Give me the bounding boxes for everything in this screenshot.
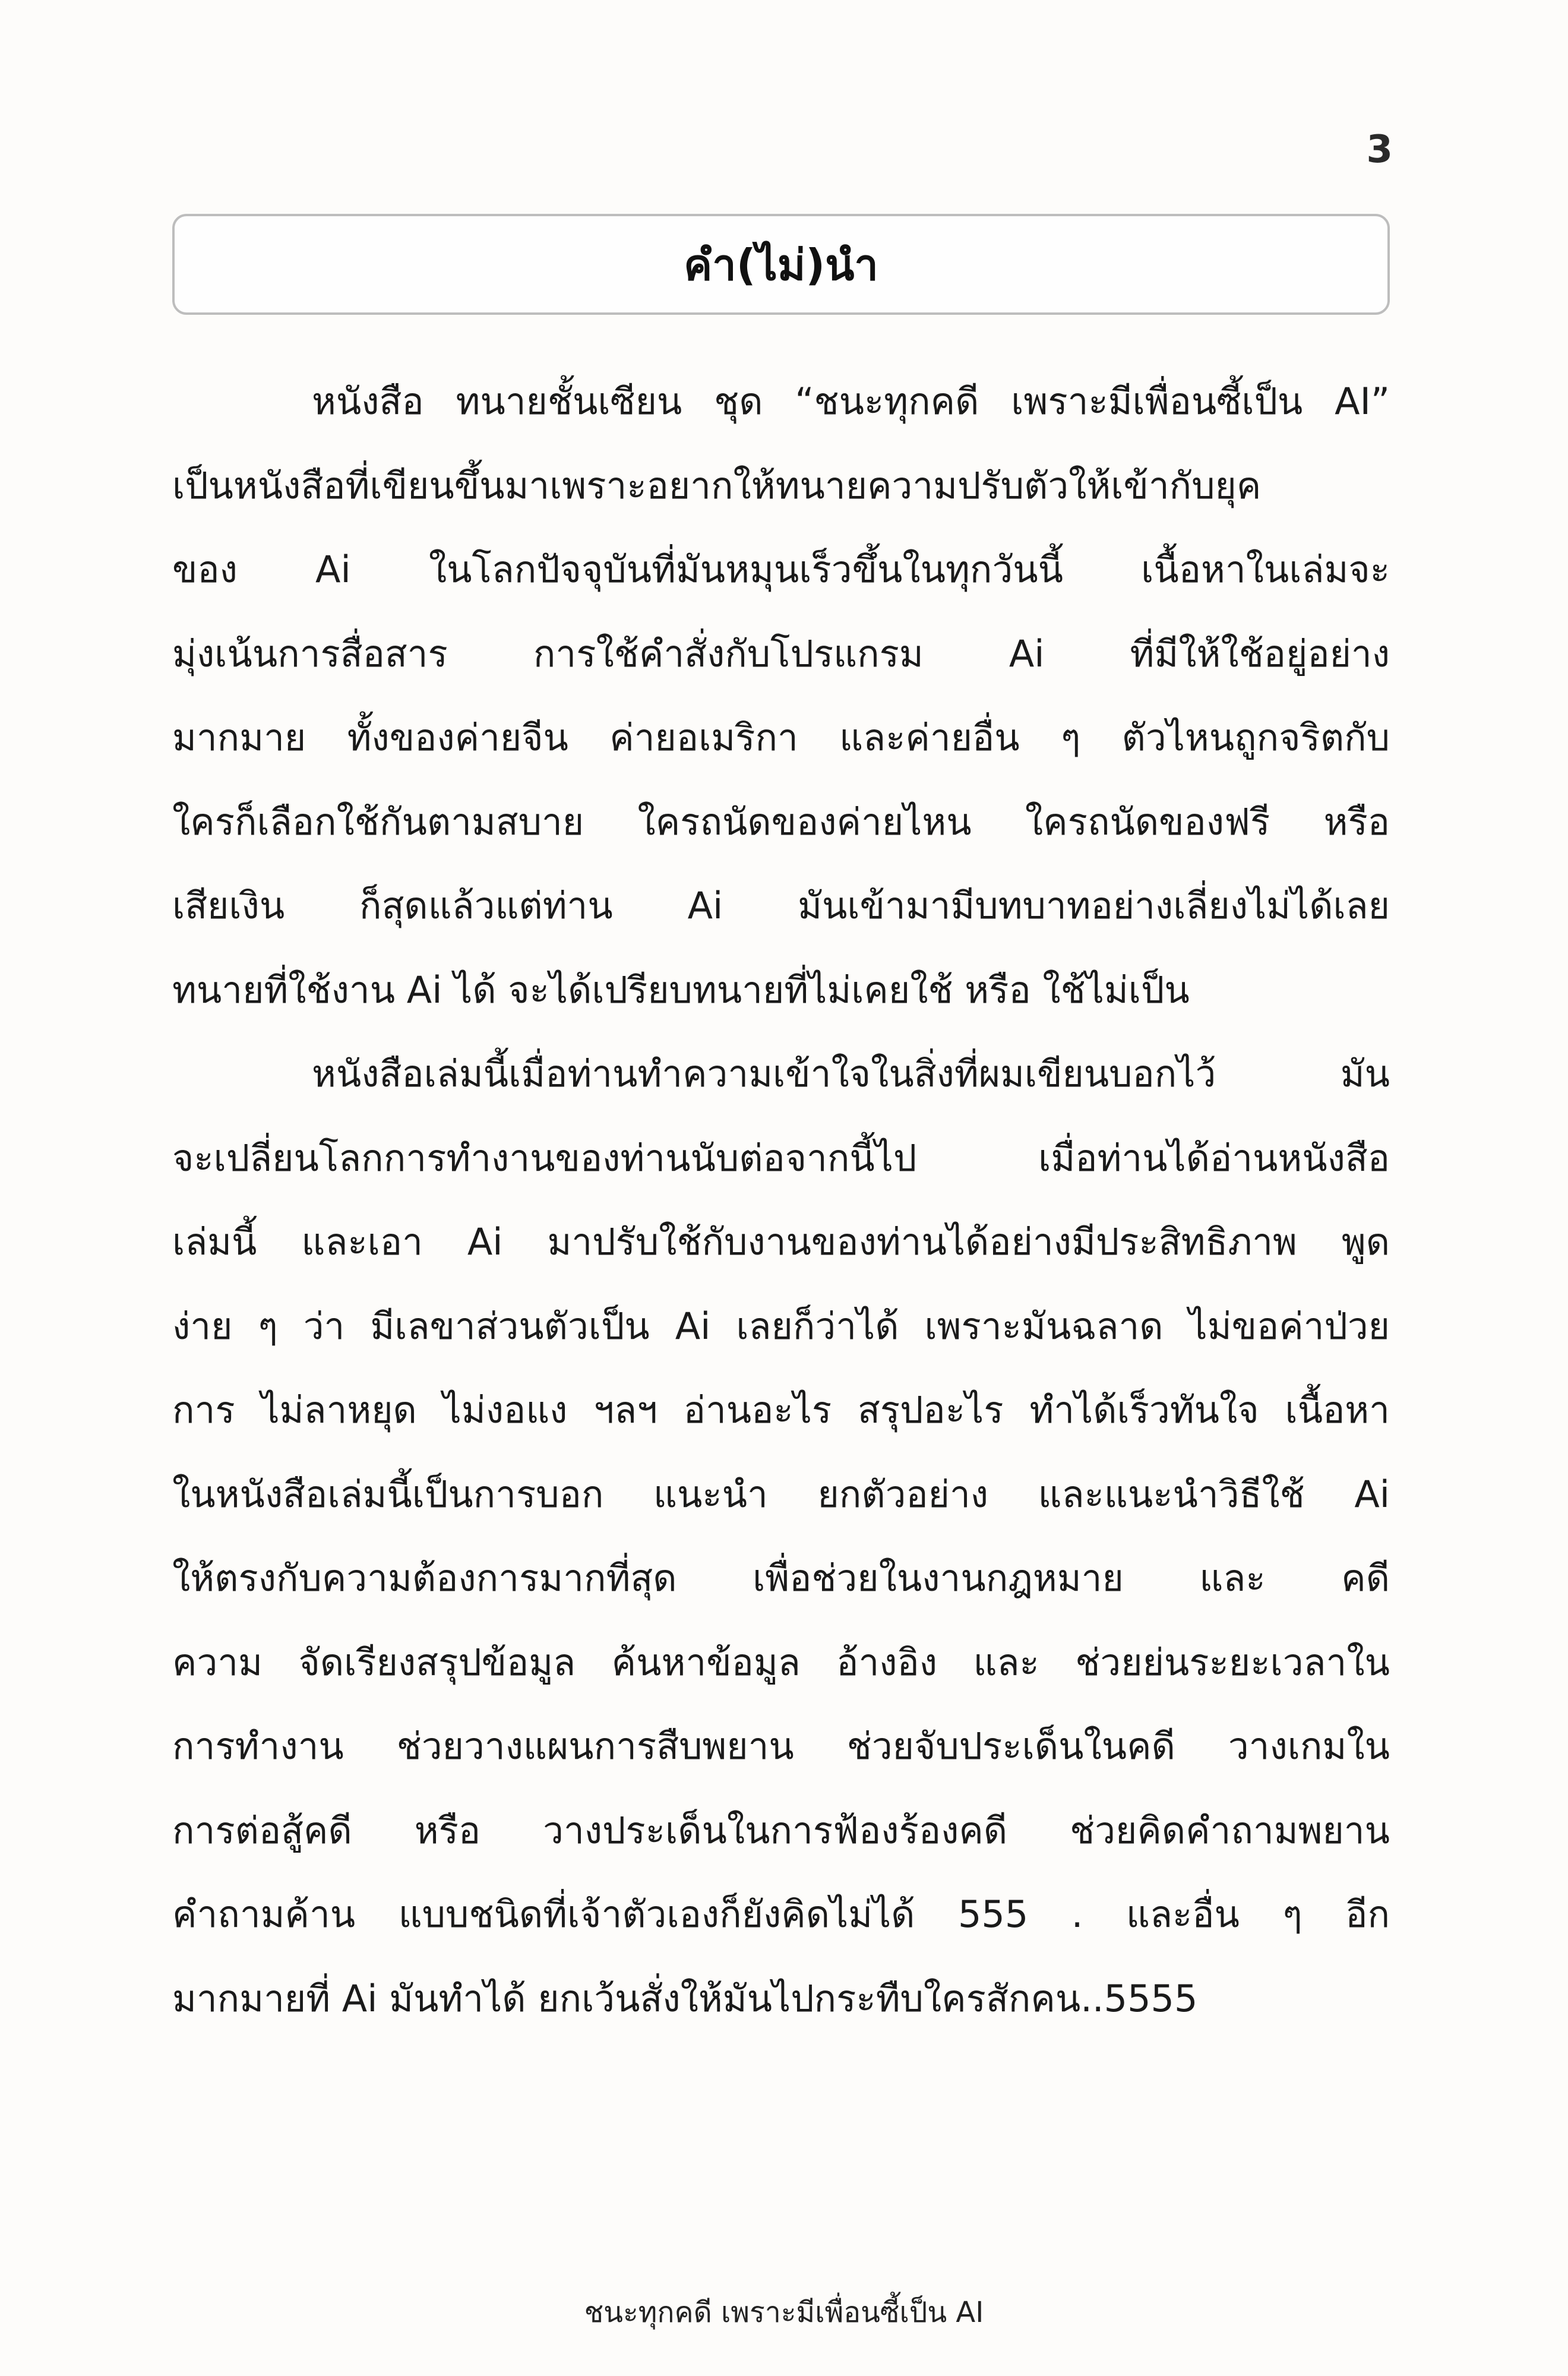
body-text — [172, 359, 1390, 2040]
paragraph-1-line-7: เสียเงิน ก็สุดแล้วแต่ท่าน Ai มันเข้ามามีบทบาทอย่างเลี่ยงไม่ได้เลย — [172, 884, 1390, 927]
paragraph-1-line-8: ทนายที่ใช้งาน Ai ได้ จะได้เปรียบทนายที่ไม่เคยใช้ หรือ ใช้ไม่เป็น — [172, 968, 1190, 1012]
paragraph-2-line-11: คำถามค้าน แบบชนิดที่เจ้าตัวเองก็ยังคิดไม่ได้ 555 . และอื่น ๆ อีก — [172, 1892, 1390, 1936]
paragraph-1-line-6: ใครก็เลือกใช้กันตามสบาย ใครถนัดของค่ายไหน ใครถนัดของฟรี หรือ — [172, 800, 1390, 843]
paragraph-2-line-2: จะเปลี่ยนโลกการทำงานของท่านนับต่อจากนี้ไป เมื่อท่านได้อ่านหนังสือ — [172, 1136, 1390, 1180]
paragraph-2-line-9: การทำงาน ช่วยวางแผนการสืบพยาน ช่วยจับประเด็นในคดี วางเกมใน — [172, 1724, 1390, 1768]
paragraph-2-line-12: มากมายที่ Ai มันทำได้ ยกเว้นสั่งให้มันไปกระทืบใครสักคน..5555 — [172, 1976, 1198, 2020]
chapter-title-box — [172, 214, 1390, 315]
paragraph-2-line-6: ในหนังสือเล่มนี้เป็นการบอก แนะนำ ยกตัวอย่าง และแนะนำวิธีใช้ Ai — [172, 1472, 1390, 1516]
paragraph-2-line-8: ความ จัดเรียงสรุปข้อมูล ค้นหาข้อมูล อ้างอิง และ ช่วยย่นระยะเวลาใน — [172, 1640, 1390, 1684]
paragraph-1-line-5: มากมาย ทั้งของค่ายจีน ค่ายอเมริกา และค่ายอื่น ๆ ตัวไหนถูกจริตกับ — [172, 716, 1390, 759]
paragraph-1-line-1: หนังสือ ทนายชั้นเซียน ชุด “ชนะทุกคดี เพราะมีเพื่อนซี้เป็น AI” — [312, 380, 1390, 423]
paragraph-2-line-1: หนังสือเล่มนี้เมื่อท่านทำความเข้าใจในสิ่งที่ผมเขียนบอกไว้ มัน — [312, 1052, 1390, 1095]
paragraph-2-line-10: การต่อสู้คดี หรือ วางประเด็นในการฟ้องร้องคดี ช่วยคิดคำถามพยาน — [172, 1808, 1390, 1852]
paragraph-1-line-3: ของ Ai ในโลกปัจจุบันที่มันหมุนเร็วขึ้นในทุกวันนี้ เนื้อหาในเล่มจะ — [172, 548, 1390, 591]
paragraph-2-line-5: การ ไม่ลาหยุด ไม่งอแง ฯลฯ อ่านอะไร สรุปอะไร ทำได้เร็วทันใจ เนื้อหา — [172, 1388, 1390, 1432]
paragraph-1-line-4: มุ่งเน้นการสื่อสาร การใช้คำสั่งกับโปรแกรม Ai ที่มีให้ใช้อยู่อย่าง — [172, 631, 1390, 675]
running-footer: ชนะทุกคดี เพราะมีเพื่อนซี้เป็น AI — [584, 2296, 984, 2329]
chapter-title: คำ(ไม่)นำ — [684, 239, 878, 290]
paragraph-2-line-7: ให้ตรงกับความต้องการมากที่สุด เพื่อช่วยในงานกฎหมาย และ คดี — [172, 1556, 1390, 1600]
page-number: 3 — [1366, 128, 1393, 172]
paragraph-1-line-2: เป็นหนังสือที่เขียนขึ้นมาเพราะอยากให้ทนายความปรับตัวให้เข้ากับยุค — [172, 463, 1262, 507]
paragraph-2-line-4: ง่าย ๆ ว่า มีเลขาส่วนตัวเป็น Ai เลยก็ว่าได้ เพราะมันฉลาด ไม่ขอค่าป่วย — [172, 1304, 1390, 1348]
paragraph-2-line-3: เล่มนี้ และเอา Ai มาปรับใช้กับงานของท่านได้อย่างมีประสิทธิภาพ พูด — [172, 1220, 1390, 1263]
